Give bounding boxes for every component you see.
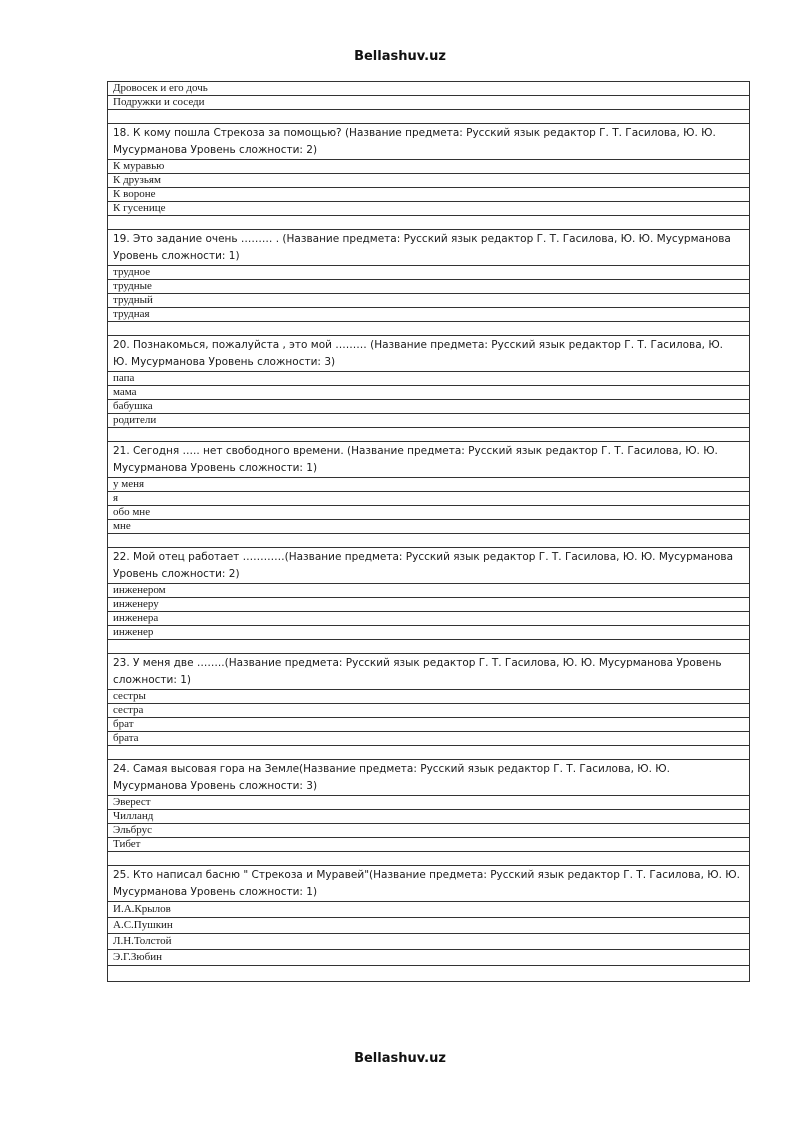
answer-option: инженера — [108, 612, 750, 626]
answer-row — [108, 386, 750, 400]
answer-row — [108, 520, 750, 534]
answer-option: сестра — [108, 704, 750, 718]
answer-option: К гусенице — [108, 202, 750, 216]
answer-row — [108, 478, 750, 492]
answer-option: А.С.Пушкин — [108, 918, 750, 934]
answer-row — [108, 718, 750, 732]
spacer-row — [108, 534, 750, 548]
answer-row — [108, 294, 750, 308]
answer-row — [108, 160, 750, 174]
answer-option: Дровосек и его дочь — [108, 82, 750, 96]
answer-row — [108, 506, 750, 520]
answer-option: бабушка — [108, 400, 750, 414]
site-header: Bellashuv.uz — [354, 49, 446, 64]
answer-row — [108, 414, 750, 428]
answer-option: И.А.Крылов — [108, 902, 750, 918]
answer-row — [108, 838, 750, 852]
question-text: 22. Мой отец работает …………(Название предмета: Русский язык редактор Г. Т. Гасилова, Ю. Ю. Мусурманова Уровень сложности: 2) — [108, 548, 750, 584]
answer-option: инженером — [108, 584, 750, 598]
answer-option: Л.Н.Толстой — [108, 934, 750, 950]
answer-row — [108, 918, 750, 934]
answer-row — [108, 174, 750, 188]
site-footer: Bellashuv.uz — [354, 1051, 446, 1066]
answer-row — [108, 810, 750, 824]
answer-option: трудный — [108, 294, 750, 308]
answer-row — [108, 796, 750, 810]
answer-option: Эверест — [108, 796, 750, 810]
answer-option: мне — [108, 520, 750, 534]
answer-option: трудные — [108, 280, 750, 294]
answer-row — [108, 266, 750, 280]
question-row — [108, 548, 750, 584]
question-text: 21. Сегодня ….. нет свободного времени. (Название предмета: Русский язык редактор Г. Т. Гасилова, Ю. Ю. Мусурманова Уровень сложности: 1) — [108, 442, 750, 478]
answer-row — [108, 690, 750, 704]
answer-option: я — [108, 492, 750, 506]
answer-row — [108, 400, 750, 414]
answer-row — [108, 950, 750, 966]
answer-row — [108, 934, 750, 950]
answer-row — [108, 308, 750, 322]
answer-row — [108, 96, 750, 110]
spacer-row — [108, 428, 750, 442]
question-text: 25. Кто написал басню " Стрекоза и Муравей"(Название предмета: Русский язык редактор Г. Т. Гасилова, Ю. Ю. Мусурманова Уровень сложности: 1) — [108, 866, 750, 902]
answer-row — [108, 612, 750, 626]
answer-option: инженеру — [108, 598, 750, 612]
spacer-row — [108, 216, 750, 230]
answer-option: трудное — [108, 266, 750, 280]
answer-option: инженер — [108, 626, 750, 640]
spacer-row — [108, 322, 750, 336]
answer-option: папа — [108, 372, 750, 386]
question-row — [108, 442, 750, 478]
answer-row — [108, 902, 750, 918]
answer-option: сестры — [108, 690, 750, 704]
answer-option: Чилланд — [108, 810, 750, 824]
spacer-row — [108, 746, 750, 760]
spacer-row — [108, 110, 750, 124]
answer-row — [108, 626, 750, 640]
question-text: 23. У меня две ……..(Название предмета: Русский язык редактор Г. Т. Гасилова, Ю. Ю. Мусурманова Уровень сложности: 1) — [108, 654, 750, 690]
answer-option: Подружки и соседи — [108, 96, 750, 110]
answer-row — [108, 372, 750, 386]
answer-row — [108, 82, 750, 96]
answer-option: Э.Г.Зюбин — [108, 950, 750, 966]
answer-option: Эльбрус — [108, 824, 750, 838]
question-text: 19. Это задание очень ……… . (Название предмета: Русский язык редактор Г. Т. Гасилова, Ю. Ю. Мусурманова Уровень сложности: 1) — [108, 230, 750, 266]
answer-row — [108, 732, 750, 746]
question-row — [108, 124, 750, 160]
answer-row — [108, 704, 750, 718]
question-row — [108, 336, 750, 372]
question-text: 18. К кому пошла Стрекоза за помощью? (Название предмета: Русский язык редактор Г. Т. Гасилова, Ю. Ю. Мусурманова Уровень сложности: 2) — [108, 124, 750, 160]
answer-option: брата — [108, 732, 750, 746]
question-row — [108, 654, 750, 690]
answer-option: мама — [108, 386, 750, 400]
answer-row — [108, 598, 750, 612]
answer-option: К друзьям — [108, 174, 750, 188]
answer-option: родители — [108, 414, 750, 428]
answer-row — [108, 584, 750, 598]
question-text: 24. Самая высовая гора на Земле(Название предмета: Русский язык редактор Г. Т. Гасилова, Ю. Ю. Мусурманова Уровень сложности: 3) — [108, 760, 750, 796]
answer-option: обо мне — [108, 506, 750, 520]
question-row — [108, 760, 750, 796]
question-table — [107, 81, 750, 982]
question-text: 20. Познакомься, пожалуйста , это мой ……… (Название предмета: Русский язык редактор Г. Т. Гасилова, Ю. Ю. Мусурманова Уровень сложности: 3) — [108, 336, 750, 372]
question-row — [108, 230, 750, 266]
spacer-row — [108, 640, 750, 654]
spacer-row — [108, 966, 750, 982]
answer-row — [108, 202, 750, 216]
answer-option: у меня — [108, 478, 750, 492]
answer-option: брат — [108, 718, 750, 732]
answer-row — [108, 492, 750, 506]
answer-option: Тибет — [108, 838, 750, 852]
answer-option: К вороне — [108, 188, 750, 202]
answer-row — [108, 280, 750, 294]
question-row — [108, 866, 750, 902]
answer-option: К муравью — [108, 160, 750, 174]
answer-row — [108, 824, 750, 838]
answer-row — [108, 188, 750, 202]
spacer-row — [108, 852, 750, 866]
answer-option: трудная — [108, 308, 750, 322]
